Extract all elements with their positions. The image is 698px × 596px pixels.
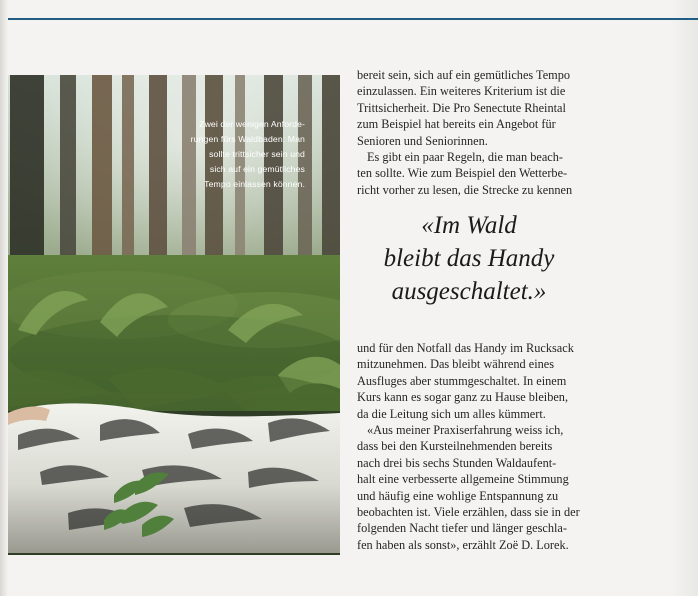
article-line: und für den Notfall das Handy im Rucksack <box>357 341 574 355</box>
caption-line: rungen fürs Waldbaden: Man <box>190 134 305 145</box>
pull-quote-line: ausgeschaltet.» <box>391 278 547 305</box>
article-line: richt vorher zu lesen, die Strecke zu kennen <box>357 182 573 197</box>
article-line: bereit sein, sich auf ein gemütliches Tempo <box>357 68 571 82</box>
article-line: Senioren und Seniorinnen. <box>357 133 488 148</box>
pull-quote-line: «Im Wald <box>421 212 517 239</box>
article-line: zum Beispiel hat bereits ein Angebot für <box>357 117 556 132</box>
caption-line: sich auf ein gemütliches <box>209 164 305 175</box>
caption-line: sollte trittsicher sein und <box>209 149 305 160</box>
article-line: «Aus meiner Praxiserfahrung weiss ich, <box>367 423 564 438</box>
article-bottom-text <box>357 340 582 553</box>
article-line: einzulassen. Ein weiteres Kriterium ist die <box>357 84 566 99</box>
article-line: fen haben als sonst», erzählt Zoë D. Lorek. <box>357 537 569 552</box>
pull-quote-line: bleibt das Handy <box>383 245 555 272</box>
article-line: dass bei den Kursteilnehmenden bereits <box>357 439 553 454</box>
top-blue-rule <box>8 18 698 20</box>
article-line: mitzunehmen. Das bleibt während eines <box>357 357 555 372</box>
photo-caption <box>160 117 305 192</box>
article-line: beobachten ist. Viele erzählen, dass sie in der <box>357 505 580 520</box>
caption-line: Tempo einlassen können. <box>204 179 305 190</box>
article-line: da die Leitung sich um alles kümmert. <box>357 406 546 421</box>
article-line: nach drei bis sechs Stunden Waldaufent- <box>357 455 557 470</box>
article-line: folgenden Nacht tiefer und länger geschla- <box>357 521 567 536</box>
article-line: Es gibt ein paar Regeln, die man beach- <box>367 150 563 165</box>
caption-line: Zwei der wenigen Anforde- <box>199 119 305 129</box>
page-edge-shade <box>672 0 698 596</box>
article-top-text <box>357 67 582 198</box>
article-line: Kurs kann es sogar ganz zu Hause bleiben, <box>357 390 569 405</box>
article-line: und häufig eine wohlige Entspannung zu <box>357 488 559 503</box>
page-gutter-shadow <box>0 0 8 596</box>
article-line: Ausfluges aber stummgeschaltet. In einem <box>357 373 567 388</box>
article-line: halt eine verbesserte allgemeine Stimmung <box>357 472 569 487</box>
article-line: ten sollte. Wie zum Beispiel den Wetterbe- <box>357 166 568 181</box>
pull-quote <box>356 209 582 308</box>
article-line: Trittsicherheit. Die Pro Senectute Rheintal <box>357 100 566 115</box>
